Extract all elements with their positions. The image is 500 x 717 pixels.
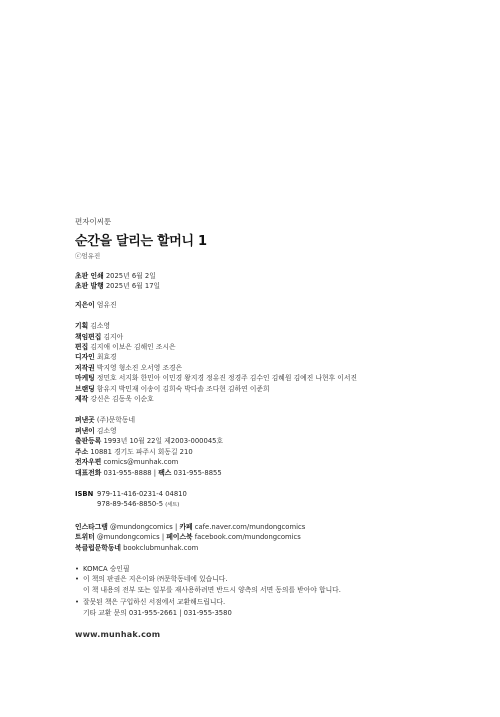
publisher-company: 펴낸곳 (주)문학동네: [75, 416, 136, 425]
publisher-registration: 출판등록 1993년 10월 22일 제2003-000045호: [75, 437, 224, 446]
isbn-volume: 979-11-416-0231-4 04810: [97, 489, 187, 498]
publisher-person: 펴낸이 김소영: [75, 426, 117, 435]
website-url: www.munhak.com: [75, 629, 161, 639]
credit-marketing: 마케팅 정민호 서지화 한민아 이민경 왕지경 정유진 정경주 김수인 김혜원 김예진 나현후 이서진: [75, 374, 358, 383]
credit-rights: 저작권 박지영 형소진 오서영 조경은: [75, 363, 183, 372]
notice-exchange-contact: 기타 교환 문의 031-955-2661 | 031-955-3580: [83, 608, 232, 617]
author-line: 지은이 엄유진: [75, 300, 117, 309]
isbn-set: 978-89-546-8850-5 (세트): [97, 500, 180, 509]
notice-komca: • KOMCA 승인필: [75, 564, 130, 573]
notice-rights: • 이 책의 판권은 지은이와 ㈜문학동네에 있습니다.: [75, 575, 228, 584]
book-title: 순간을 달리는 할머니 1: [75, 234, 207, 249]
copyright-notice: ⓒ엄유진: [75, 252, 101, 260]
credit-branding: 브랜딩 함유지 박민재 이송이 김희숙 박다솔 조다현 김하연 이준희: [75, 384, 270, 393]
notice-exchange: • 잘못된 책은 구입하신 서점에서 교환해드립니다.: [75, 598, 226, 607]
edition-publish: 초판 발행 2025년 6월 17일: [75, 282, 161, 291]
publisher-address: 주소 10881 경기도 파주시 회동길 210: [75, 447, 193, 456]
isbn-label: ISBN: [75, 489, 94, 498]
credit-chief-editor: 책임편집 김지아: [75, 332, 124, 341]
social-bookclub: 북클럽문학동네 bookclubmunhak.com: [75, 543, 199, 552]
notice-rights-detail: 이 책 내용의 전부 또는 일부를 재사용하려면 반드시 양측의 서면 동의를 받아야 합니다.: [83, 585, 341, 594]
isbn-block: [75, 489, 485, 511]
social-instagram-cafe: 인스타그램 @mundongcomics | 카페 cafe.naver.com/mundongcomics: [75, 522, 306, 531]
colophon: [75, 216, 485, 639]
publisher-phone-fax: 대표전화 031-955-8888 | 팩스 031-955-8855: [75, 468, 222, 477]
series-name: 편자이씨툰: [75, 217, 112, 226]
credit-production: 제작 강신은 김동욱 이순호: [75, 395, 154, 404]
credit-editing: 편집 김지애 이보은 김해인 조시은: [75, 343, 176, 352]
credit-planning: 기획 김소영: [75, 322, 111, 331]
credit-design: 디자인 최효경: [75, 353, 117, 362]
publisher-email: 전자우편 comics@munhak.com: [75, 458, 179, 467]
edition-print: 초판 인쇄 2025년 6월 2일: [75, 272, 156, 280]
social-twitter-facebook: 트위터 @mundongcomics | 페이스북 facebook.com/mundongcomics: [75, 533, 301, 542]
